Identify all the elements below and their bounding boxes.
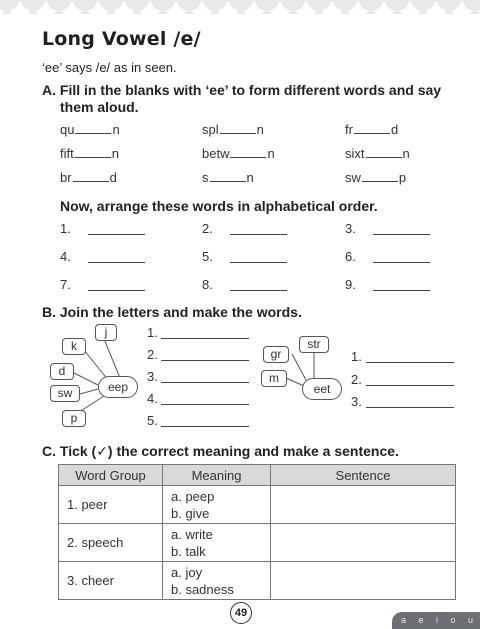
fill-item[interactable]: fr d [345, 122, 399, 137]
sentence-cell[interactable] [271, 562, 456, 600]
table-row [59, 562, 456, 600]
word-cell: 2. speech [59, 524, 163, 562]
letter-bubble[interactable]: p [62, 410, 86, 427]
table-row [59, 524, 456, 562]
answer-number: 2. [202, 221, 213, 236]
column-header: Meaning [163, 465, 271, 486]
letter-bubble[interactable]: sw [50, 385, 80, 402]
letter-bubble[interactable]: str [299, 336, 329, 353]
answer-number: 1. [60, 221, 71, 236]
table-header-row [59, 465, 456, 486]
option-b[interactable]: b. give [171, 505, 210, 521]
meaning-cell[interactable] [163, 524, 271, 562]
answer-number: 4. [60, 249, 71, 264]
option-b[interactable]: b. sadness [171, 581, 234, 597]
option-a[interactable]: a. peep [171, 488, 215, 504]
word-cell: 1. peer [59, 486, 163, 524]
column-header: Sentence [271, 465, 456, 486]
letter-bubble[interactable]: gr [263, 346, 289, 363]
table-row [59, 486, 456, 524]
sentence-cell[interactable] [271, 524, 456, 562]
page-number: 49 [230, 602, 252, 624]
fill-item[interactable]: qu n [60, 122, 120, 137]
fill-item[interactable]: fift n [60, 146, 119, 161]
fill-item[interactable]: br d [60, 170, 117, 185]
sentence-cell[interactable] [271, 486, 456, 524]
letter-bubble[interactable]: d [50, 363, 74, 380]
letter-bubble[interactable]: m [261, 370, 287, 387]
answer-number: 9. [345, 277, 356, 292]
option-b[interactable]: b. talk [171, 543, 206, 559]
option-a[interactable]: a. joy [171, 564, 203, 580]
arrange-heading: Now, arrange these words in alphabetical order. [60, 198, 378, 214]
join-number: 5. [147, 413, 158, 428]
letter-bubble[interactable]: k [62, 338, 86, 355]
fill-item[interactable]: s n [202, 170, 254, 185]
section-c-heading: C. Tick (✓) the correct meaning and make a sentence. [42, 443, 399, 459]
join-line[interactable] [161, 404, 249, 405]
fill-item[interactable]: sixt n [345, 146, 410, 161]
meaning-cell[interactable] [163, 562, 271, 600]
join-line[interactable] [366, 385, 454, 386]
section-a-heading: A. Fill in the blanks with ‘ee’ to form different words and say [42, 82, 442, 98]
join-number: 1. [147, 325, 158, 340]
join-line[interactable] [161, 426, 249, 427]
join-line[interactable] [366, 407, 454, 408]
ending-cloud[interactable]: eep [98, 376, 138, 398]
letter-bubble[interactable]: j [95, 324, 117, 341]
option-a[interactable]: a. write [171, 526, 213, 542]
answer-number: 7. [60, 277, 71, 292]
answer-number: 5. [202, 249, 213, 264]
join-line[interactable] [161, 382, 249, 383]
answer-number: 8. [202, 277, 213, 292]
word-cell: 3. cheer [59, 562, 163, 600]
join-line[interactable] [161, 338, 249, 339]
footer-vowel-bar: a e i o u [392, 612, 480, 629]
meaning-table [58, 464, 456, 600]
join-line[interactable] [161, 360, 249, 361]
join-line[interactable] [366, 362, 454, 363]
join-number: 4. [147, 391, 158, 406]
meaning-cell[interactable] [163, 486, 271, 524]
page-title: Long Vowel /e/ [42, 28, 201, 50]
fill-item[interactable]: sw p [345, 170, 407, 185]
answer-number: 6. [345, 249, 356, 264]
section-a-heading-cont: them aloud. [60, 99, 139, 115]
fill-item[interactable]: spl n [202, 122, 264, 137]
intro-text: ‘ee’ says /e/ as in seen. [42, 60, 177, 75]
join-number: 2. [147, 347, 158, 362]
ending-cloud[interactable]: eet [302, 378, 342, 400]
fill-item[interactable]: betw n [202, 146, 275, 161]
section-b-heading: B. Join the letters and make the words. [42, 304, 302, 320]
column-header: Word Group [59, 465, 163, 486]
join-number: 3. [147, 369, 158, 384]
join-number: 3. [351, 394, 362, 409]
join-number: 1. [351, 349, 362, 364]
join-number: 2. [351, 372, 362, 387]
answer-number: 3. [345, 221, 356, 236]
